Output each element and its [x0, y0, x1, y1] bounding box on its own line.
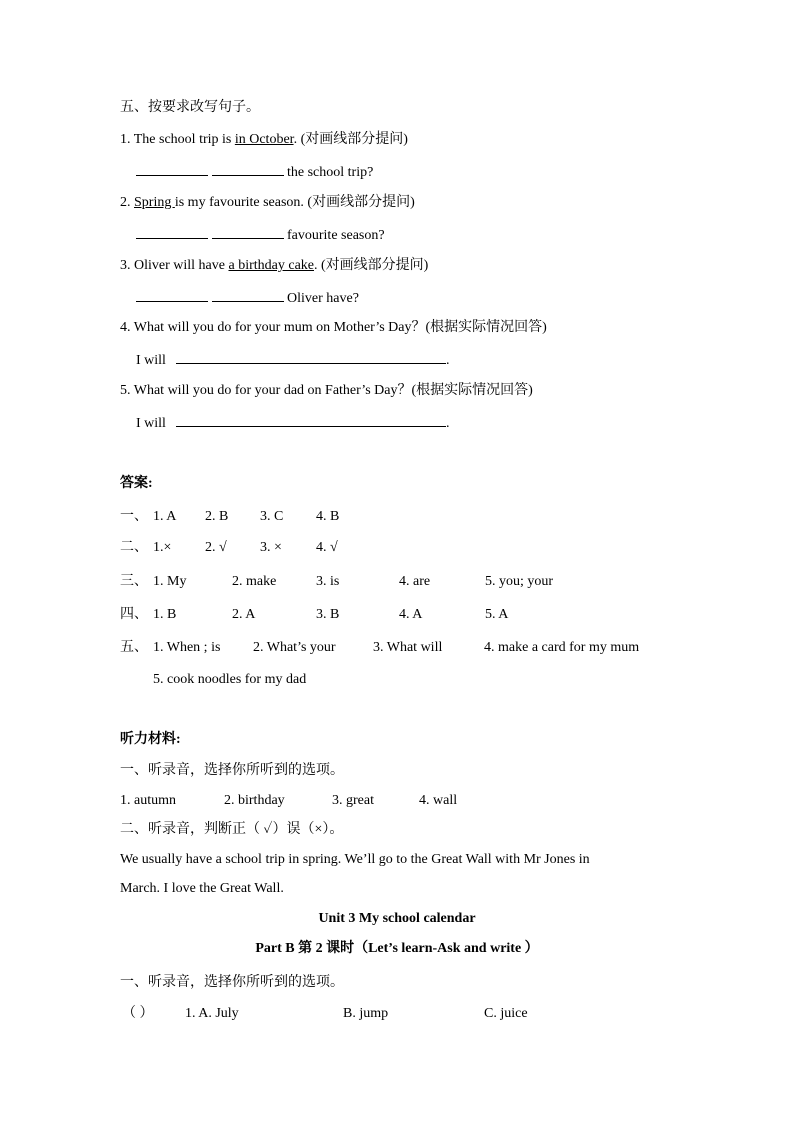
- answer-item: 5. A: [485, 607, 509, 622]
- blank: [136, 163, 208, 176]
- listening-item: 2. birthday: [224, 793, 285, 808]
- listening-part1-title: 一、听录音，选择你所听到的选项。: [120, 763, 344, 778]
- answer-item: 2. B: [205, 509, 229, 524]
- listening-text-line: March. I love the Great Wall.: [120, 881, 284, 896]
- question-3: 3. Oliver will have a birthday cake. (对画线部分提问): [120, 258, 429, 273]
- blank: [136, 289, 208, 302]
- answer-item: 2. What’s your: [253, 640, 336, 655]
- blank: [176, 351, 446, 364]
- answer-row-label: 一、: [120, 509, 148, 524]
- answer-item: 4. √: [316, 540, 338, 555]
- answer-item: 1. B: [153, 607, 177, 622]
- unit-subtitle: Part B 第 2 课时（Let’s learn-Ask and write ）: [255, 941, 539, 956]
- answer-item: 4. A: [399, 607, 423, 622]
- answer-item: 2. √: [205, 540, 227, 555]
- answer-line-1[interactable]: the school trip?: [136, 163, 373, 182]
- answer-item: 3. B: [316, 607, 340, 622]
- listening-item: 3. great: [332, 793, 374, 808]
- answer-row-label: 二、: [120, 540, 148, 555]
- next-section-title: 一、听录音，选择你所听到的选项。: [120, 975, 344, 990]
- answer-item: 1. My: [153, 574, 187, 589]
- section5-title: 五、按要求改写句子。: [120, 100, 260, 115]
- answer-item: 5. cook noodles for my dad: [153, 672, 307, 687]
- answer-item: 4. B: [316, 509, 340, 524]
- answers-heading: 答案:: [120, 476, 153, 491]
- answer-line-4[interactable]: I will .: [136, 353, 450, 368]
- listening-part2-title: 二、听录音，判断正（ ✓）误（×）。: [120, 822, 344, 837]
- blank: [136, 226, 208, 239]
- answer-row-label: 三、: [120, 574, 148, 589]
- answer-row-label: 五、: [120, 640, 148, 655]
- listening-heading: 听力材料:: [120, 732, 181, 747]
- blank: [212, 163, 284, 176]
- answer-bracket[interactable]: （ ）: [122, 1006, 154, 1021]
- answer-item: 3. C: [260, 509, 284, 524]
- answer-item: 3. is: [316, 574, 340, 589]
- answer-item: 3. ×: [260, 540, 282, 555]
- listening-text-line: We usually have a school trip in spring. We’ll go to the Great Wall with Mr Jones in: [120, 852, 590, 867]
- question-1: 1. The school trip is in October. (对画线部分提问): [120, 132, 408, 147]
- answer-row-label: 四、: [120, 607, 148, 622]
- option-c: C. juice: [484, 1006, 528, 1021]
- option-b: B. jump: [343, 1006, 389, 1021]
- blank: [212, 289, 284, 302]
- answer-item: 2. make: [232, 574, 277, 589]
- question-2: 2. Spring is my favourite season. (对画线部分提问): [120, 195, 415, 210]
- question-4: 4. What will you do for your mum on Mother’s Day？(根据实际情况回答): [120, 320, 547, 335]
- option-a: 1. A. July: [185, 1006, 239, 1021]
- answer-line-2[interactable]: favourite season?: [136, 226, 385, 245]
- question-5: 5. What will you do for your dad on Father’s Day？(根据实际情况回答): [120, 383, 533, 398]
- unit-title: Unit 3 My school calendar: [318, 911, 476, 926]
- answer-item: 1. When ; is: [153, 640, 221, 655]
- answer-item: 2. A: [232, 607, 256, 622]
- answer-item: 1.×: [153, 540, 172, 555]
- blank: [176, 414, 446, 427]
- blank: [212, 226, 284, 239]
- answer-item: 4. make a card for my mum: [484, 640, 640, 655]
- answer-item: 1. A: [153, 509, 177, 524]
- answer-item: 5. you; your: [485, 574, 554, 589]
- answer-item: 3. What will: [373, 640, 443, 655]
- answer-line-3[interactable]: Oliver have?: [136, 289, 359, 308]
- listening-item: 1. autumn: [120, 793, 176, 808]
- answer-item: 4. are: [399, 574, 431, 589]
- listening-item: 4. wall: [419, 793, 458, 808]
- answer-line-5[interactable]: I will .: [136, 416, 450, 431]
